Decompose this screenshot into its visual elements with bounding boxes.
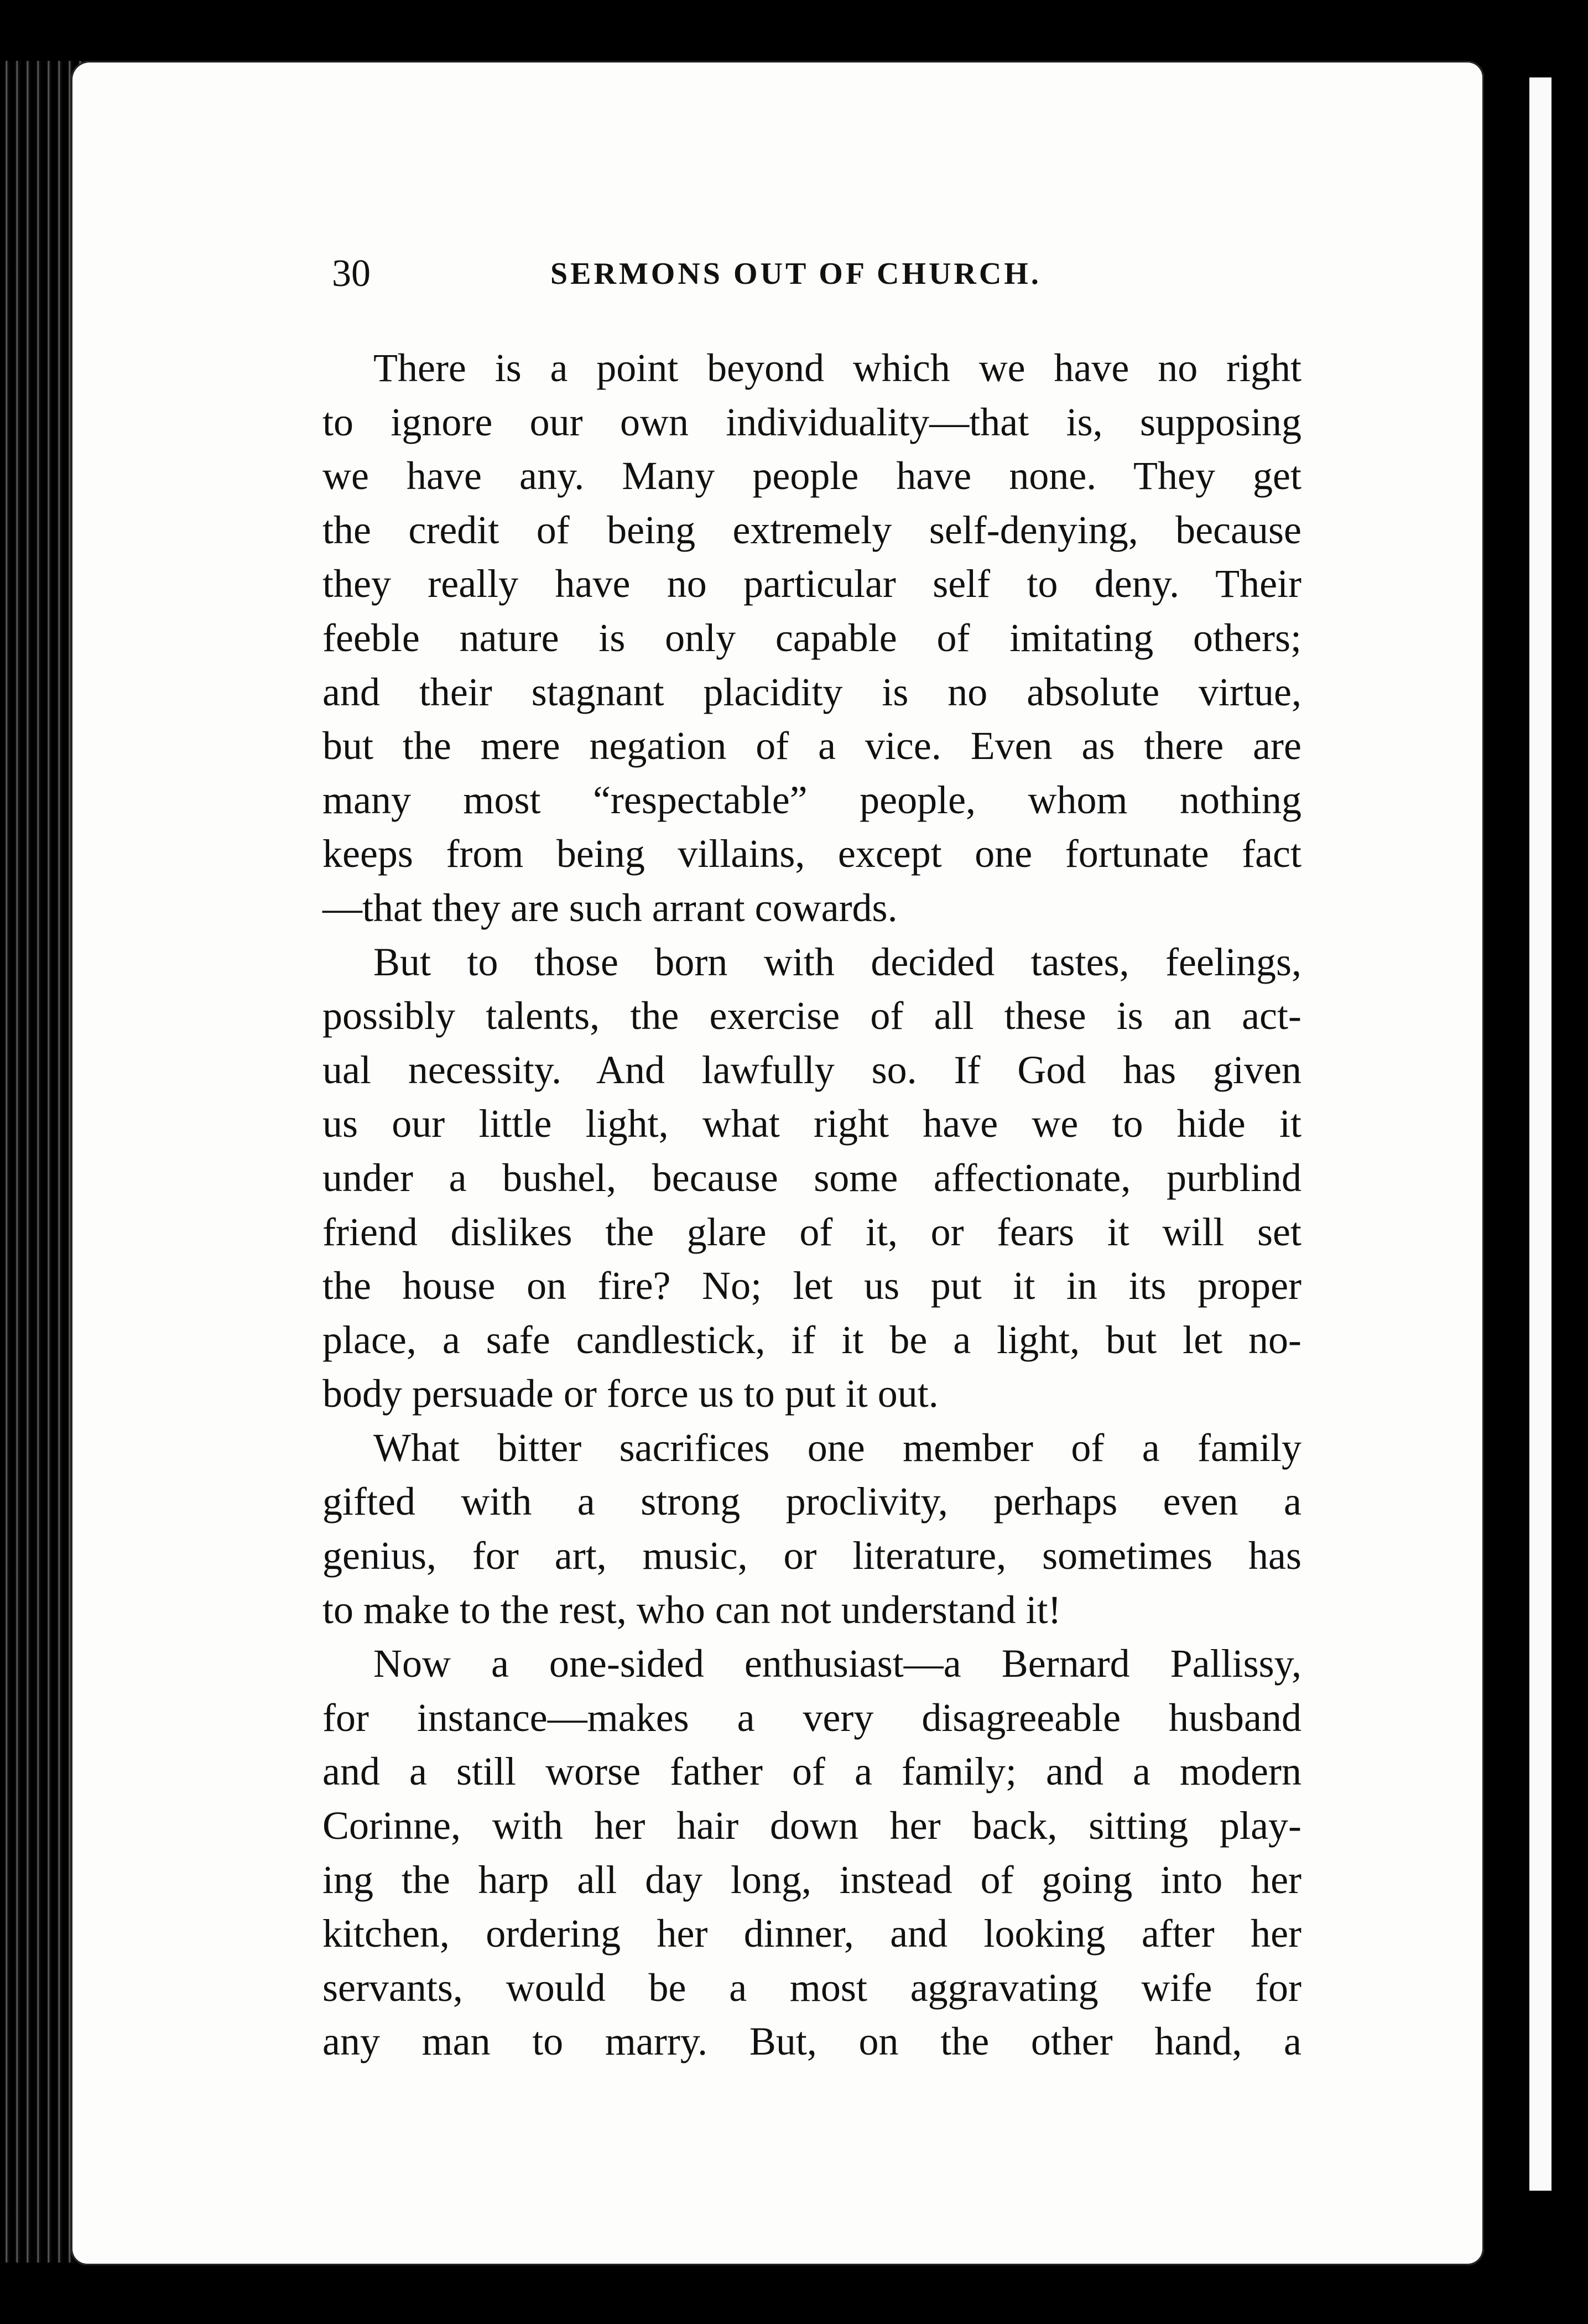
text-line: —that they are such arrant cowards.	[322, 885, 898, 930]
paragraph-3	[322, 1421, 1301, 1637]
text-line: but the mere negation of a vice. Even as there are	[322, 724, 1301, 768]
text-line: any man to marry. But, on the other hand, a	[322, 2019, 1301, 2064]
running-head	[332, 252, 1150, 296]
text-line: possibly talents, the exercise of all these is an act-	[322, 994, 1301, 1038]
text-line: ual necessity. And lawfully so. If God has given	[322, 1047, 1301, 1092]
text-line: us our little light, what right have we to hide it	[322, 1101, 1301, 1146]
paragraph-4	[322, 1637, 1301, 2069]
text-line: genius, for art, music, or literature, sometimes has	[322, 1533, 1301, 1578]
text-line: There is a point beyond which we have no right	[373, 346, 1301, 390]
running-title: SERMONS OUT OF CHURCH.	[550, 257, 1042, 291]
text-line: the credit of being extremely self-denying, because	[322, 507, 1301, 552]
text-line: they really have no particular self to deny. Their	[322, 561, 1301, 606]
text-line: gifted with a strong proclivity, perhaps even a	[322, 1479, 1301, 1524]
text-line: Corinne, with her hair down her back, sitting play-	[322, 1803, 1301, 1848]
text-line: the house on fire? No; let us put it in its proper	[322, 1264, 1301, 1308]
paragraph-2	[322, 935, 1301, 1421]
text-line: kitchen, ordering her dinner, and looking after her	[322, 1911, 1301, 1956]
text-line: keeps from being villains, except one fortunate fact	[322, 831, 1301, 876]
text-line: friend dislikes the glare of it, or fears it will set	[322, 1209, 1301, 1254]
text-line: under a bushel, because some affectionate, purblind	[322, 1155, 1301, 1200]
text-line: and a still worse father of a family; and a modern	[322, 1749, 1301, 1794]
paragraph-1	[322, 341, 1301, 935]
next-page-edge	[1529, 77, 1551, 2191]
text-line: But to those born with decided tastes, feelings,	[373, 939, 1301, 984]
text-line: body persuade or force us to put it out.	[322, 1371, 939, 1416]
text-line: for instance—makes a very disagreeable husband	[322, 1695, 1301, 1740]
text-line: and their stagnant placidity is no absolute virtue,	[322, 669, 1301, 714]
text-line: many most “respectable” people, whom nothing	[322, 777, 1301, 822]
text-line: servants, would be a most aggravating wife for	[322, 1965, 1301, 2010]
text-line: to ignore our own individuality—that is, supposing	[322, 399, 1301, 444]
text-line: we have any. Many people have none. They get	[322, 454, 1301, 498]
page-number: 30	[332, 252, 371, 295]
text-line: to make to the rest, who can not understand it!	[322, 1587, 1061, 1632]
text-line: Now a one-sided enthusiast—a Bernard Pallissy,	[373, 1641, 1301, 1686]
text-line: What bitter sacrifices one member of a family	[373, 1425, 1301, 1470]
body-text	[322, 341, 1301, 2069]
text-line: place, a safe candlestick, if it be a light, but let no-	[322, 1317, 1301, 1362]
text-line: feeble nature is only capable of imitating others;	[322, 615, 1301, 660]
text-line: ing the harp all day long, instead of going into her	[322, 1857, 1301, 1902]
